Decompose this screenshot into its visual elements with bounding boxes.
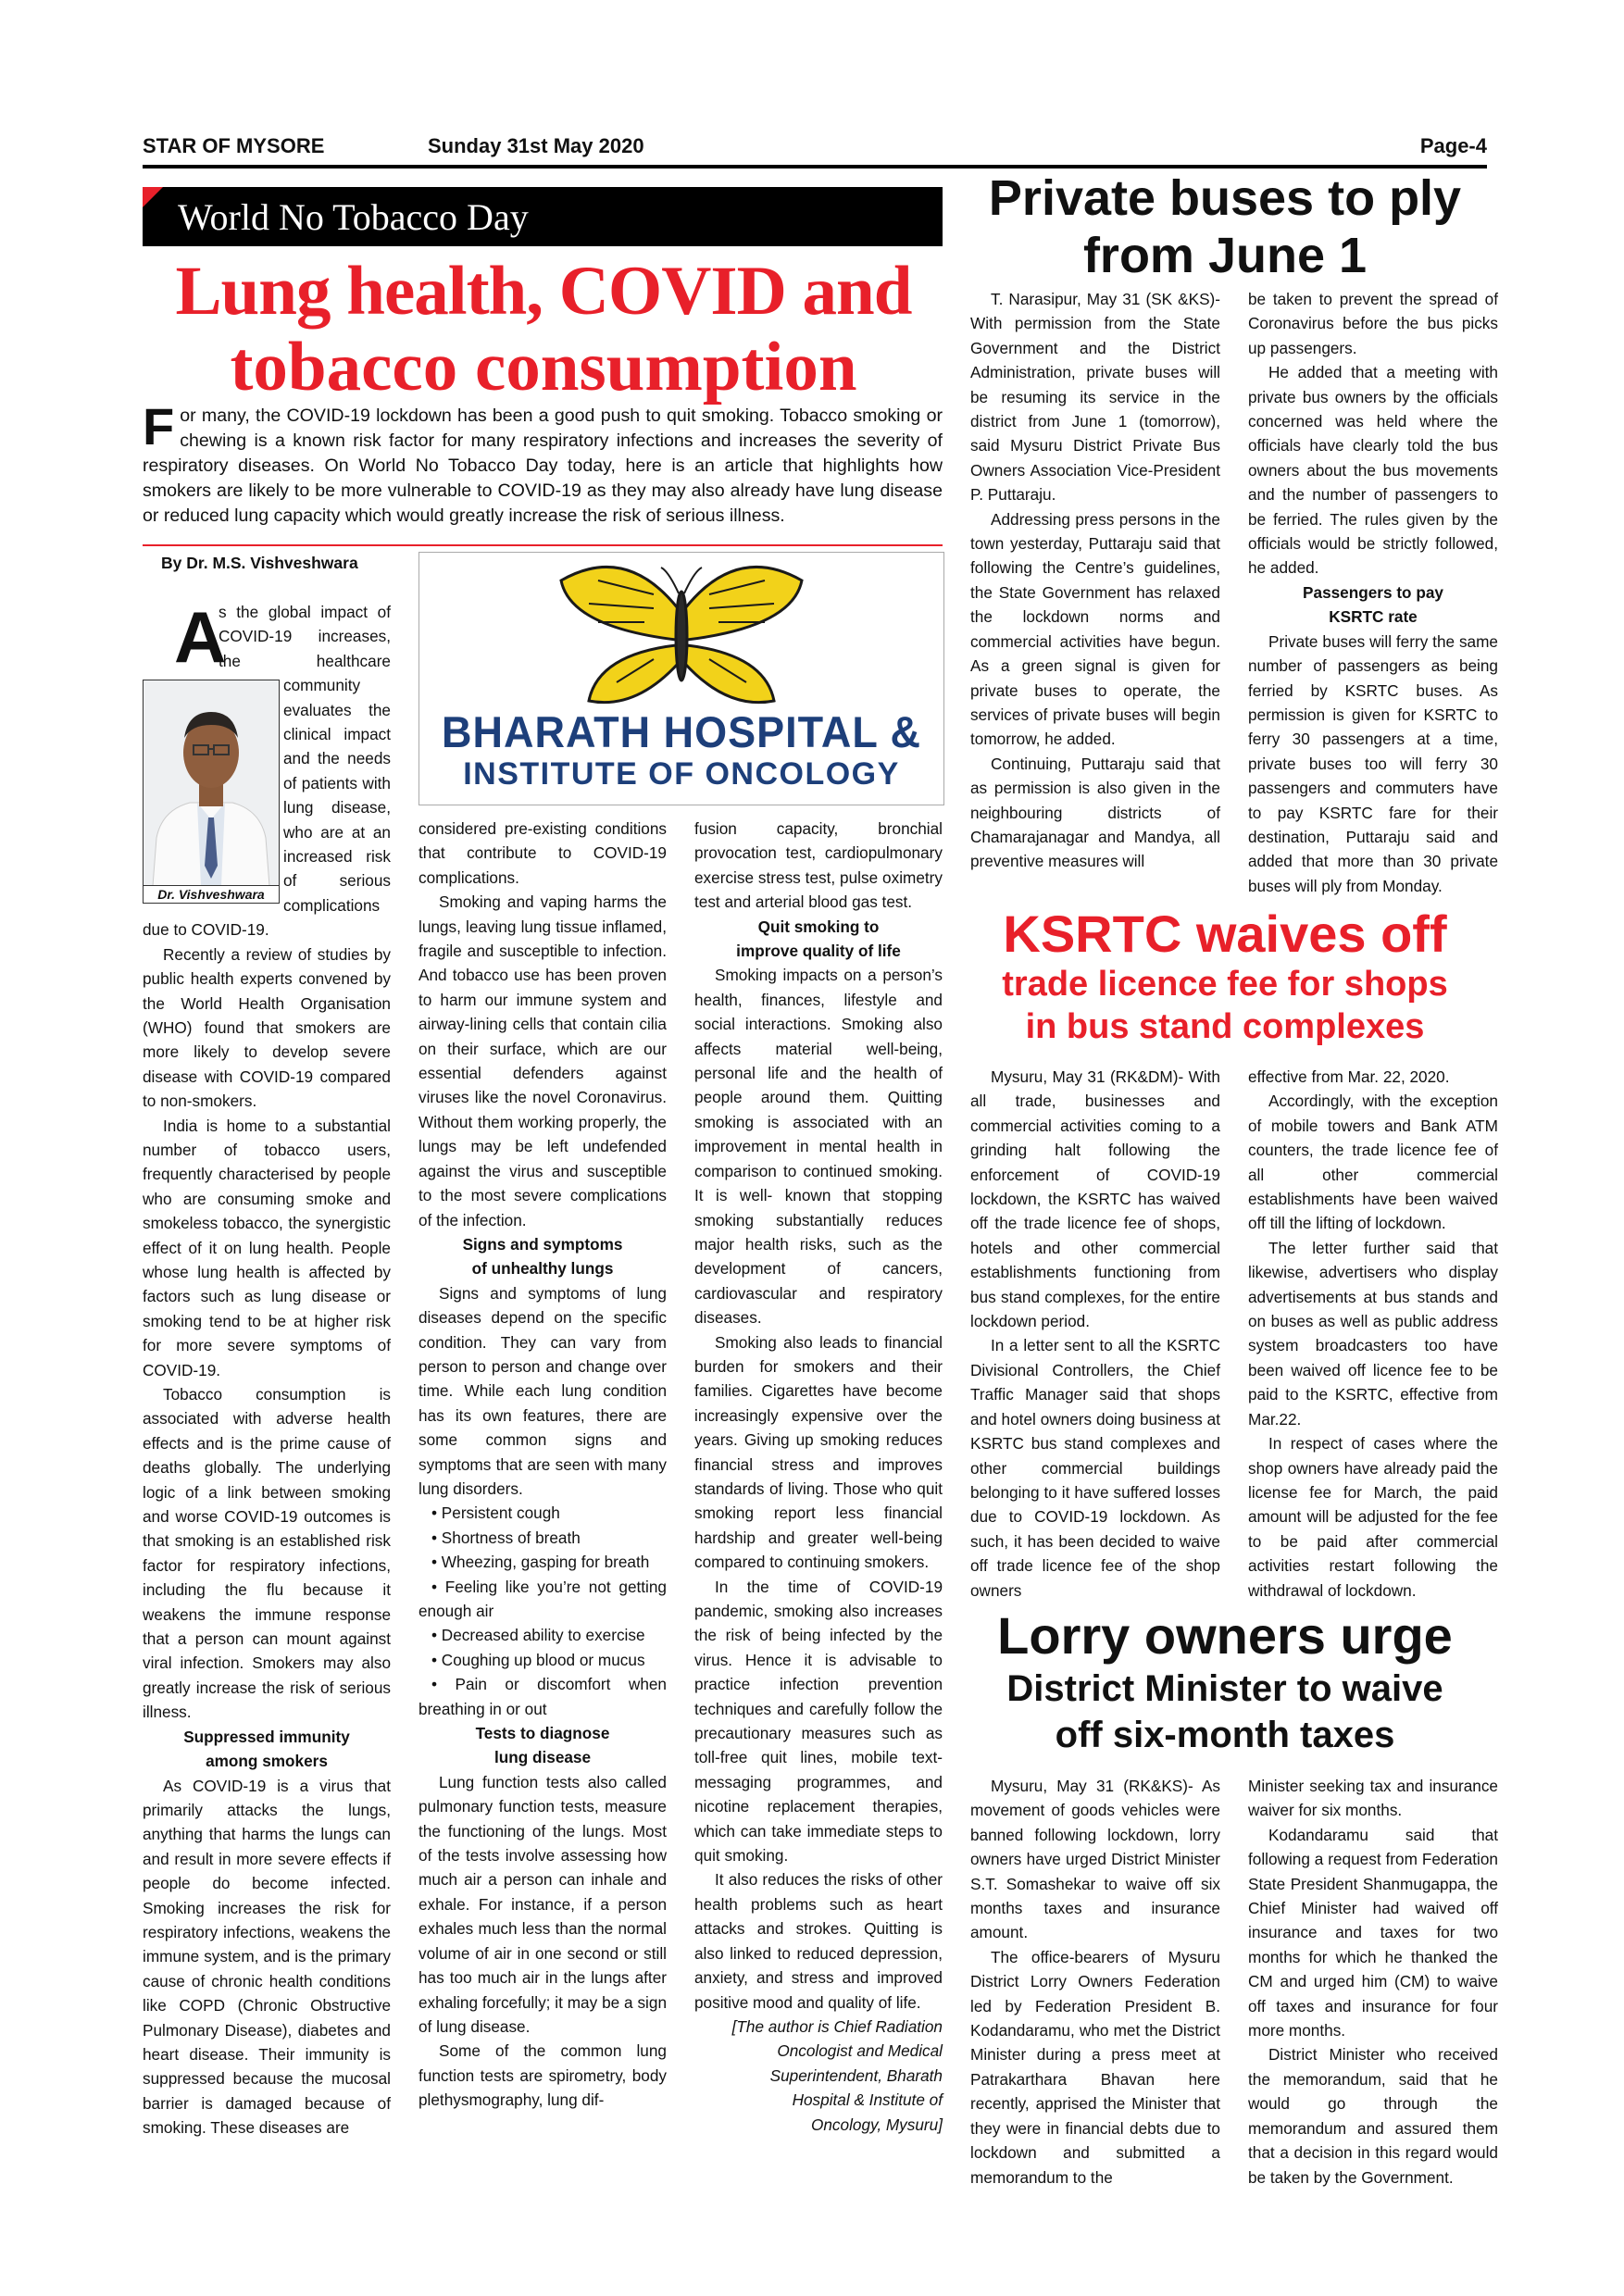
lung-c2-p2: Smoking and vaping harms the lungs, leaving lung tissue inflamed, fragile and susceptible to infection. And tobacco use has been proven to harm our immune system and airway-lining cells that contain cilia on their surface, which are our essential defenders against viruses like the novel Coronavirus. Without them working properly, the lungs may be left undefended against the virus and susceptible to the most severe complications of the infection. xyxy=(418,892,667,1229)
ksrtc-c1-p2: In a letter sent to all the KSRTC Divisional Controllers, the Chief Traffic Manager said that shops and hotel owners doing business at KSRTC bus stand complexes and other commercial buildings belonging to it have suffered losses due to COVID-19 lockdown. As such, it has been decided to waive off trade licence fee of the shop owners xyxy=(970,1336,1220,1600)
ksrtc-column-1 xyxy=(970,1065,1220,1603)
lorry-column-2 xyxy=(1248,1774,1498,2190)
lorry-c2-p3: District Minister who received the memorandum, said that he would go through the memorandum and assured them that a decision in this regard would be taken by the Government. xyxy=(1248,2045,1498,2187)
lung-c2-subhead-1: Signs and symptoms xyxy=(462,1234,623,1254)
lung-headline-line1: Lung health, COVID and xyxy=(175,253,912,330)
author-photo-caption: Dr. Vishveshwara xyxy=(144,885,279,903)
ksrtc-c2-p4: In respect of cases where the shop owners have already paid the license fee for March, the paid amount will be adjusted for the fee to be paid after commercial activities restart following the withdrawal of lockdown. xyxy=(1248,1434,1498,1600)
buses-c2-p1: be taken to prevent the spread of Coronavirus before the bus picks up passengers. xyxy=(1248,290,1498,357)
masthead-paper-name: STAR OF MYSORE xyxy=(143,134,325,157)
ksrtc-headline-line1: KSRTC waives off xyxy=(1003,905,1447,963)
lorry-column-1 xyxy=(970,1774,1220,2190)
lung-c3-p3: Smoking also leads to financial burden for smokers and their families. Cigarettes have become increasingly expensive over the years. Giving up smoking reduces financial stress and improves standards of living. Those who quit smoking report less financial hardship and greater well-being compared to continuing smokers. xyxy=(694,1332,943,1572)
lorry-c1-p1: Mysuru, May 31 (RK&KS)- As movement of goods vehicles were banned following lockdown, lorry owners have urged District Minister S.T. Somashekar to waive off six months taxes and insurance amount. xyxy=(970,1777,1220,1942)
lung-c1-subhead-1: Suppressed immunity xyxy=(183,1727,350,1746)
buses-column-1 xyxy=(970,287,1220,874)
lung-c2-p4: Lung function tests also called pulmonary function tests, measure the functioning of the lungs. Most of the tests involve assessing how much air a person can inhale and exhale. For instance, if a person exhales much less than the normal volume of air in one second or still has too much air in the lungs after exhaling forcefully; it may be a sign of lung disease. xyxy=(418,1772,667,2036)
lorry-c1-p2: The office-bearers of Mysuru District Lorry Owners Federation led by Federation President B. Kodandaramu, who met the District Minister during a press meet at Patrakarthara Bhavan here recently, apprised the Minister that they were in financial debts due to lockdown and submitted a memorandum to the xyxy=(970,1947,1220,2187)
symptom-item: • Wheezing, gasping for breath xyxy=(418,1550,667,1574)
masthead-rule xyxy=(143,165,1487,168)
lung-c2-subhead-4: lung disease xyxy=(493,1748,592,1767)
lead-float-drop xyxy=(143,600,219,674)
lung-c2-p1: considered pre-existing conditions that contribute to COVID-19 complications. xyxy=(418,819,667,887)
lung-c1-lead-flow: s the global impact of COVID-19 increases, the healthcare community evaluates the clinical impact and the needs of patients with lung disease, who are at an increased risk of serious complications due to COVID-19. xyxy=(143,603,391,940)
hospital-ad xyxy=(418,552,944,805)
buses-c2-p3: Private buses will ferry the same number of passengers as being ferried by KSRTC buses. As permission is given for KSRTC to ferry 30 passengers at a time, private buses too will ferry 30 passengers and commuters have to pay KSRTC fare for their destination, Puttaraju said and added that more than 30 private buses will ply from Monday. xyxy=(1248,631,1498,895)
ksrtc-c2-p1: effective from Mar. 22, 2020. xyxy=(1248,1067,1450,1086)
ad-line-2: INSTITUTE OF ONCOLOGY xyxy=(463,756,900,792)
lung-c1-p5: As COVID-19 is a virus that primarily attacks the lungs, anything that harms the lungs can and result in more severe effects if people do become infected. Smoking increases the risk for respiratory infections, weakens the immune system, and is the primary cause of chronic health conditions like COPD (Chronic Obstructive Pulmonary Disease), diabetes and heart disease. Their immunity is suppressed because the mucosal barrier is damaged because of smoking. These diseases are xyxy=(143,1776,391,2138)
buses-c2-p2: He added that a meeting with private bus owners by the officials concerned was held where the officials have clearly told the bus owners about the bus movements and the number of passengers to be ferried. The rules given by the officials would be strictly followed, he added. xyxy=(1248,363,1498,578)
lung-c2-subhead-2: of unhealthy lungs xyxy=(471,1259,614,1279)
lead-float-photo xyxy=(143,674,283,905)
lung-c1-p2: Recently a review of studies by public health experts convened by the World Health Organisation (WHO) found that smokers are more likely to develop severe disease with COVID-19 compared to non-smokers. xyxy=(143,944,391,1111)
lung-column-3 xyxy=(694,817,943,2137)
symptom-item: • Pain or discomfort when breathing in or out xyxy=(418,1672,667,1721)
intro-red-rule xyxy=(143,544,943,546)
ksrtc-headline-line3: in bus stand complexes xyxy=(1025,1007,1425,1046)
buses-c1-p1: T. Narasipur, May 31 (SK &KS)- With permission from the State Government and the District Administration, private buses will be resuming its service in the district from June 1 (tomorrow), said Mysuru District Private Bus Owners Association Vice-President P. Puttaraju. xyxy=(970,290,1220,505)
lung-c1-p3: India is home to a substantial number of tobacco users, frequently characterised by people who are consuming smoke and smokeless tobacco, the synergistic effect of it on lung health. People whose lung health is affected by factors such as lung disease or smoking tend to be at higher risk for more severe symptoms of COVID-19. xyxy=(143,1116,391,1379)
lung-c3-p5: It also reduces the risks of other health problems such as heart attacks and strokes. Quitting is also linked to reduced depression, anxiety, and stress and improved positive mood and quality of life. xyxy=(694,1870,943,2012)
ksrtc-c1-p1: Mysuru, May 31 (RK&DM)- With all trade, businesses and commercial activities coming to a grinding halt following the enforcement of COVID-19 lockdown, the KSRTC has waived off the trade licence fee of shops, hotels and other commercial establishments functioning from bus stand complexes, for the entire lockdown period. xyxy=(970,1067,1220,1331)
buses-headline-line1: Private buses to ply xyxy=(988,170,1462,226)
ksrtc-column-2 xyxy=(1248,1065,1498,1603)
butterfly-logo-icon xyxy=(419,553,943,719)
lorry-headline-line1: Lorry owners urge xyxy=(997,1606,1453,1665)
lung-c3-subhead-1: Quit smoking to xyxy=(757,917,880,936)
lorry-headline-line2: District Minister to waive xyxy=(1006,1668,1443,1709)
lung-c1-p4: Tobacco consumption is associated with adverse health effects and is the prime cause of deaths globally. The underlying logic of a link between smoking and worse COVID-19 outcomes is that smoking is an established risk factor for respiratory infections, including the flu because it weakens the immune response that a person can mount against viral infection. Smokers may also greatly increase the risk of serious illness. xyxy=(143,1385,391,1722)
lung-c3-subhead-2: improve quality of life xyxy=(736,942,901,961)
lorry-headline-line3: off six-month taxes xyxy=(1055,1715,1395,1755)
lung-c2-subhead-3: Tests to diagnose xyxy=(475,1724,610,1743)
lung-column-1-wrap xyxy=(143,596,391,2140)
intro-drop-cap: F xyxy=(143,397,175,455)
lung-byline: By Dr. M.S. Vishveshwara xyxy=(161,554,358,572)
lung-intro xyxy=(143,397,943,529)
buses-c2-subhead-1: Passengers to pay xyxy=(1303,582,1443,602)
lorry-c2-p1: Minister seeking tax and insurance waiver for six months. xyxy=(1248,1777,1498,1820)
tobacco-day-banner xyxy=(143,187,943,246)
intro-text: or many, the COVID-19 lockdown has been a good push to quit smoking. Tobacco smoking or chewing is a known risk factor for many respiratory infections and increases the severity of respiratory diseases. On World No Tobacco Day today, here is an article that highlights how smokers are likely to be more vulnerable to COVID-19 as they may also already have lung disease or reduced lung capacity which would greatly increase the risk of serious illness. xyxy=(143,406,943,526)
lung-c3-p1: fusion capacity, bronchial provocation test, cardiopulmonary exercise stress test, pulse oximetry test and arterial blood gas test. xyxy=(694,819,943,912)
ksrtc-headline-line2: trade licence fee for shops xyxy=(1002,965,1448,1004)
lung-headline-line2: tobacco consumption xyxy=(230,329,857,406)
lead-drop-cap: A xyxy=(174,596,227,678)
masthead-date: Sunday 31st May 2020 xyxy=(428,134,644,157)
symptom-list xyxy=(418,1501,667,1721)
ad-line-1: BHARATH HOSPITAL & xyxy=(442,706,921,757)
lung-c3-p4: In the time of COVID-19 pandemic, smoking also increases the risk of being infected by the virus. Hence it is advisable to practice infection prevention techniques and carefully follow the precautionary measures such as toll-free quit lines, mobile text-messaging programmes, and nicotine replacement therapies, which can take immediate steps to quit smoking. xyxy=(694,1577,943,1866)
banner-title: World No Tobacco Day xyxy=(178,196,529,238)
ksrtc-c2-p3: The letter further said that likewise, advertisers who display advertisements at bus stands and on buses as well as public address system broadcasters too have been waived off licence fee to be paid to the KSRTC, effective from Mar.22. xyxy=(1248,1238,1498,1429)
symptom-item: • Persistent cough xyxy=(418,1501,667,1525)
author-credit: [The author is Chief Radiation Oncologist and Medical Superintendent, Bharath Hospital & Institute of Oncology, Mysuru] xyxy=(731,2016,943,2134)
lung-c2-p5: Some of the common lung function tests are spirometry, body plethysmography, lung dif- xyxy=(418,2041,667,2110)
banner-red-corner xyxy=(143,187,163,207)
symptom-item: • Feeling like you’re not getting enough air xyxy=(418,1575,667,1624)
symptom-item: • Shortness of breath xyxy=(418,1526,667,1550)
ksrtc-c2-p2: Accordingly, with the exception of mobile towers and Bank ATM counters, the trade licence fee of all other commercial establishments have been waived off till the lifting of lockdown. xyxy=(1248,1092,1498,1233)
symptom-item: • Decreased ability to exercise xyxy=(418,1623,667,1647)
symptom-item: • Coughing up blood or mucus xyxy=(418,1648,667,1672)
lung-c1-subhead-2: among smokers xyxy=(206,1752,328,1771)
lung-column-2 xyxy=(418,817,667,2113)
buses-headline-line2: from June 1 xyxy=(1082,228,1368,283)
lung-c2-p3: Signs and symptoms of lung diseases depend on the specific condition. They can vary from person to person and change over time. While each lung condition has its own features, there are some common signs and symptoms that are seen with many lung disorders. xyxy=(418,1283,667,1498)
buses-c1-p3: Continuing, Puttaraju said that as permission is also given in the neighbouring districts of Chamarajanagar and Mandya, all preventive measures will xyxy=(970,754,1220,871)
buses-column-2 xyxy=(1248,287,1498,898)
buses-c1-p2: Addressing press persons in the town yesterday, Puttaraju said that following the Centre’s guidelines, the State Government has relaxed the lockdown norms and commercial activities have begun. As a green signal is given for private buses to operate, the services of private buses will begin tomorrow, he added. xyxy=(970,509,1220,749)
lorry-c2-p2: Kodandaramu said that following a request from Federation State President Shanmugappa, the Chief Minister had waived off insurance and taxes for two months for which he thanked the CM and urged him (CM) to waive off taxes and insurance for four more months. xyxy=(1248,1825,1498,2040)
masthead-page-number: Page-4 xyxy=(1419,134,1487,157)
lung-c3-p2: Smoking impacts on a person’s health, finances, lifestyle and social interactions. Smoking also affects material well-being, personal life and the health of people around them. Quitting smoking is associated with an improvement in mental health in comparison to continued smoking. It is well- known that stopping smoking substantially reduces major health risks, such as the development of cancers, cardiovascular and respiratory diseases. xyxy=(694,966,943,1328)
buses-c2-subhead-2: KSRTC rate xyxy=(1329,607,1418,627)
